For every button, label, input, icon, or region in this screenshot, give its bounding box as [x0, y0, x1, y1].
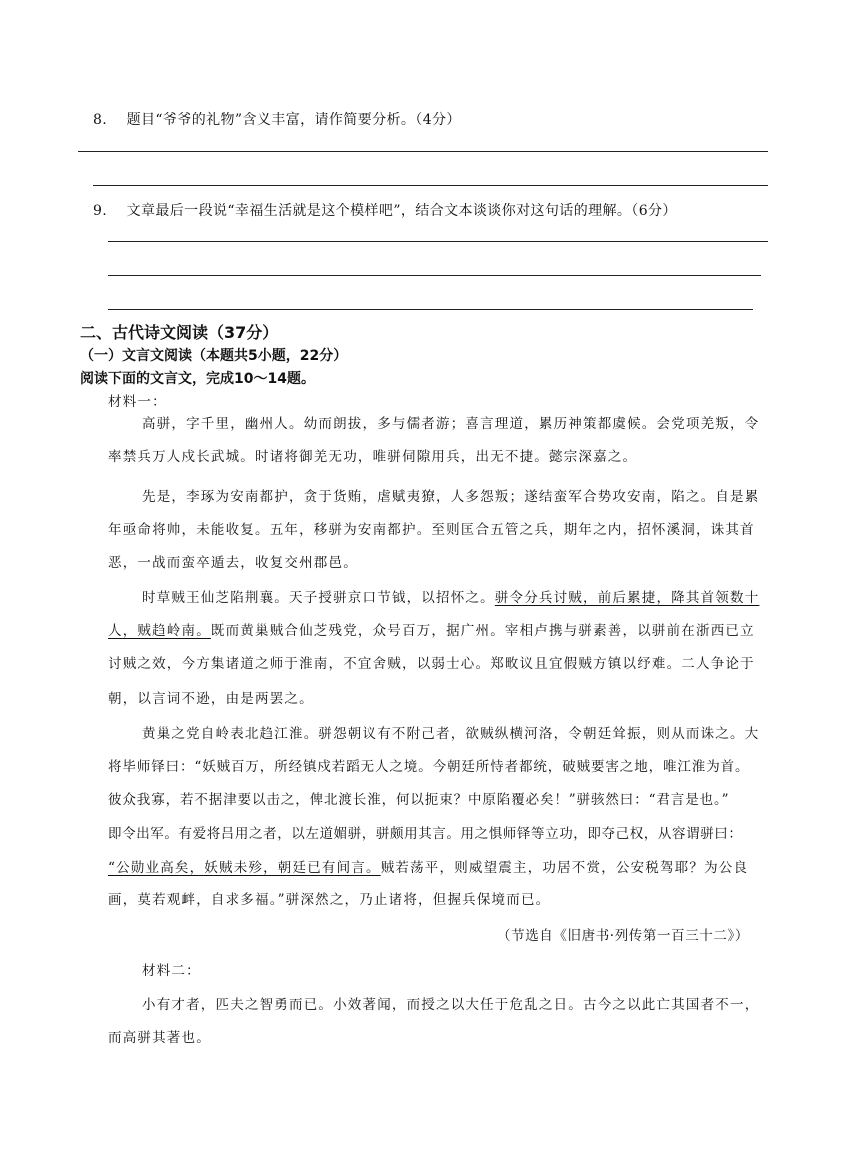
question-8-text: 题目“爷爷的礼物”含义丰富，请作简要分析。（4分）	[126, 112, 461, 128]
paragraph-line: 恶，一战而蛮卒遁去，收复交州郡邑。	[108, 555, 358, 571]
section-instruction: 阅读下面的文言文，完成10～14题。	[80, 371, 315, 387]
underlined-sentence: “公勋业高矣，妖贼未殄，朝廷已有间言。	[108, 860, 381, 876]
paragraph-line: 先是，李琢为安南都护，贪于货贿，虐赋夷獠，人多怨叛；遂结蛮军合势攻安南，陷之。自是累	[142, 489, 760, 505]
paragraph-line: 彼众我寡，若不据津要以击之，俾北渡长淮，何以扼束？中原陷覆必矣！”骈骇然曰：“君言是也。”	[108, 792, 730, 808]
paragraph-line: 年亟命将帅，未能收复。五年，移骈为安南都护。至则匡合五管之兵，期年之内，招怀溪洞，诛其首	[108, 522, 755, 538]
paragraph-line	[108, 619, 755, 639]
paragraph-line: 小有才者，匹夫之智勇而已。小效著闻，而授之以大任于危乱之日。古今之以此亡其国者不一，	[142, 997, 760, 1013]
paragraph-line: 率禁兵万人戍长武城。时诸将御羌无功，唯骈伺隙用兵，出无不捷。懿宗深嘉之。	[108, 449, 638, 465]
paragraph-line: 讨贼之效，今方集诸道之师于淮南，不宜舍贼，以弱士心。郑畋议且宜假贼方镇以纾难。二人争论于	[108, 656, 755, 672]
paragraph-line: 将毕师铎曰：“妖贼百万，所经镇戍若蹈无人之境。今朝廷所恃者都统，破贼要害之地，唯江淮为首。	[108, 759, 750, 775]
question-9-text: 文章最后一段说“幸福生活就是这个模样吧”，结合文本谈谈你对这句话的理解。（6分）	[126, 203, 677, 219]
answer-line	[108, 275, 761, 276]
material-1-label: 材料一：	[108, 394, 167, 410]
answer-line	[78, 151, 768, 152]
paragraph-line: 而高骈其著也。	[108, 1030, 211, 1046]
paragraph-text: 时草贼王仙芝陷荆襄。天子授骈京口节钺，以招怀之。	[142, 590, 495, 606]
section-subtitle: （一）文言文阅读（本题共5小题，22分）	[80, 348, 348, 364]
paragraph-line	[108, 856, 748, 876]
question-8-number: 8.	[93, 112, 108, 128]
answer-line	[108, 241, 768, 242]
paragraph-line: 画，莫若观衅，自求多福。”骈深然之，乃止诸将，但握兵保境而已。	[108, 892, 551, 908]
question-9-number: 9.	[93, 203, 108, 219]
paragraph-text: 贼若荡平，则威望震主，功居不赏，公安税驾耶？为公良	[380, 860, 749, 876]
question-9	[93, 200, 677, 220]
section-title: 二、古代诗文阅读（37分）	[80, 323, 279, 342]
question-8	[93, 109, 461, 129]
material-2-label: 材料二：	[142, 963, 201, 979]
paragraph-line: 朝，以言词不逊，由是两罢之。	[108, 691, 314, 707]
underlined-sentence: 人，贼趋岭南。	[108, 623, 211, 639]
paragraph-line: 高骈，字千里，幽州人。幼而朗拔，多与儒者游；喜言理道，累历神策都虞候。会党项羌叛，令	[142, 416, 760, 432]
paragraph-text: 既而黄巢贼合仙芝残党，众号百万，据广州。宰相卢携与骈素善，以骈前在浙西已立	[210, 623, 755, 639]
answer-line	[93, 185, 768, 186]
answer-line	[108, 309, 753, 310]
source-citation: （节选自《旧唐书·列传第一百三十二》）	[497, 928, 749, 944]
paragraph-line	[142, 586, 759, 606]
paragraph-line: 即令出军。有爱将吕用之者，以左道媚骈，骈颇用其言。用之惧师铎等立功，即夺己权，从容谓骈曰：	[108, 826, 743, 842]
paragraph-line: 黄巢之党自岭表北趋江淮。骈怨朝议有不附己者，欲贼纵横河洛，令朝廷耸振，则从而诛之。大	[142, 726, 760, 742]
underlined-sentence: 骈令分兵讨贼，前后累捷，降其首领数十	[494, 590, 760, 606]
